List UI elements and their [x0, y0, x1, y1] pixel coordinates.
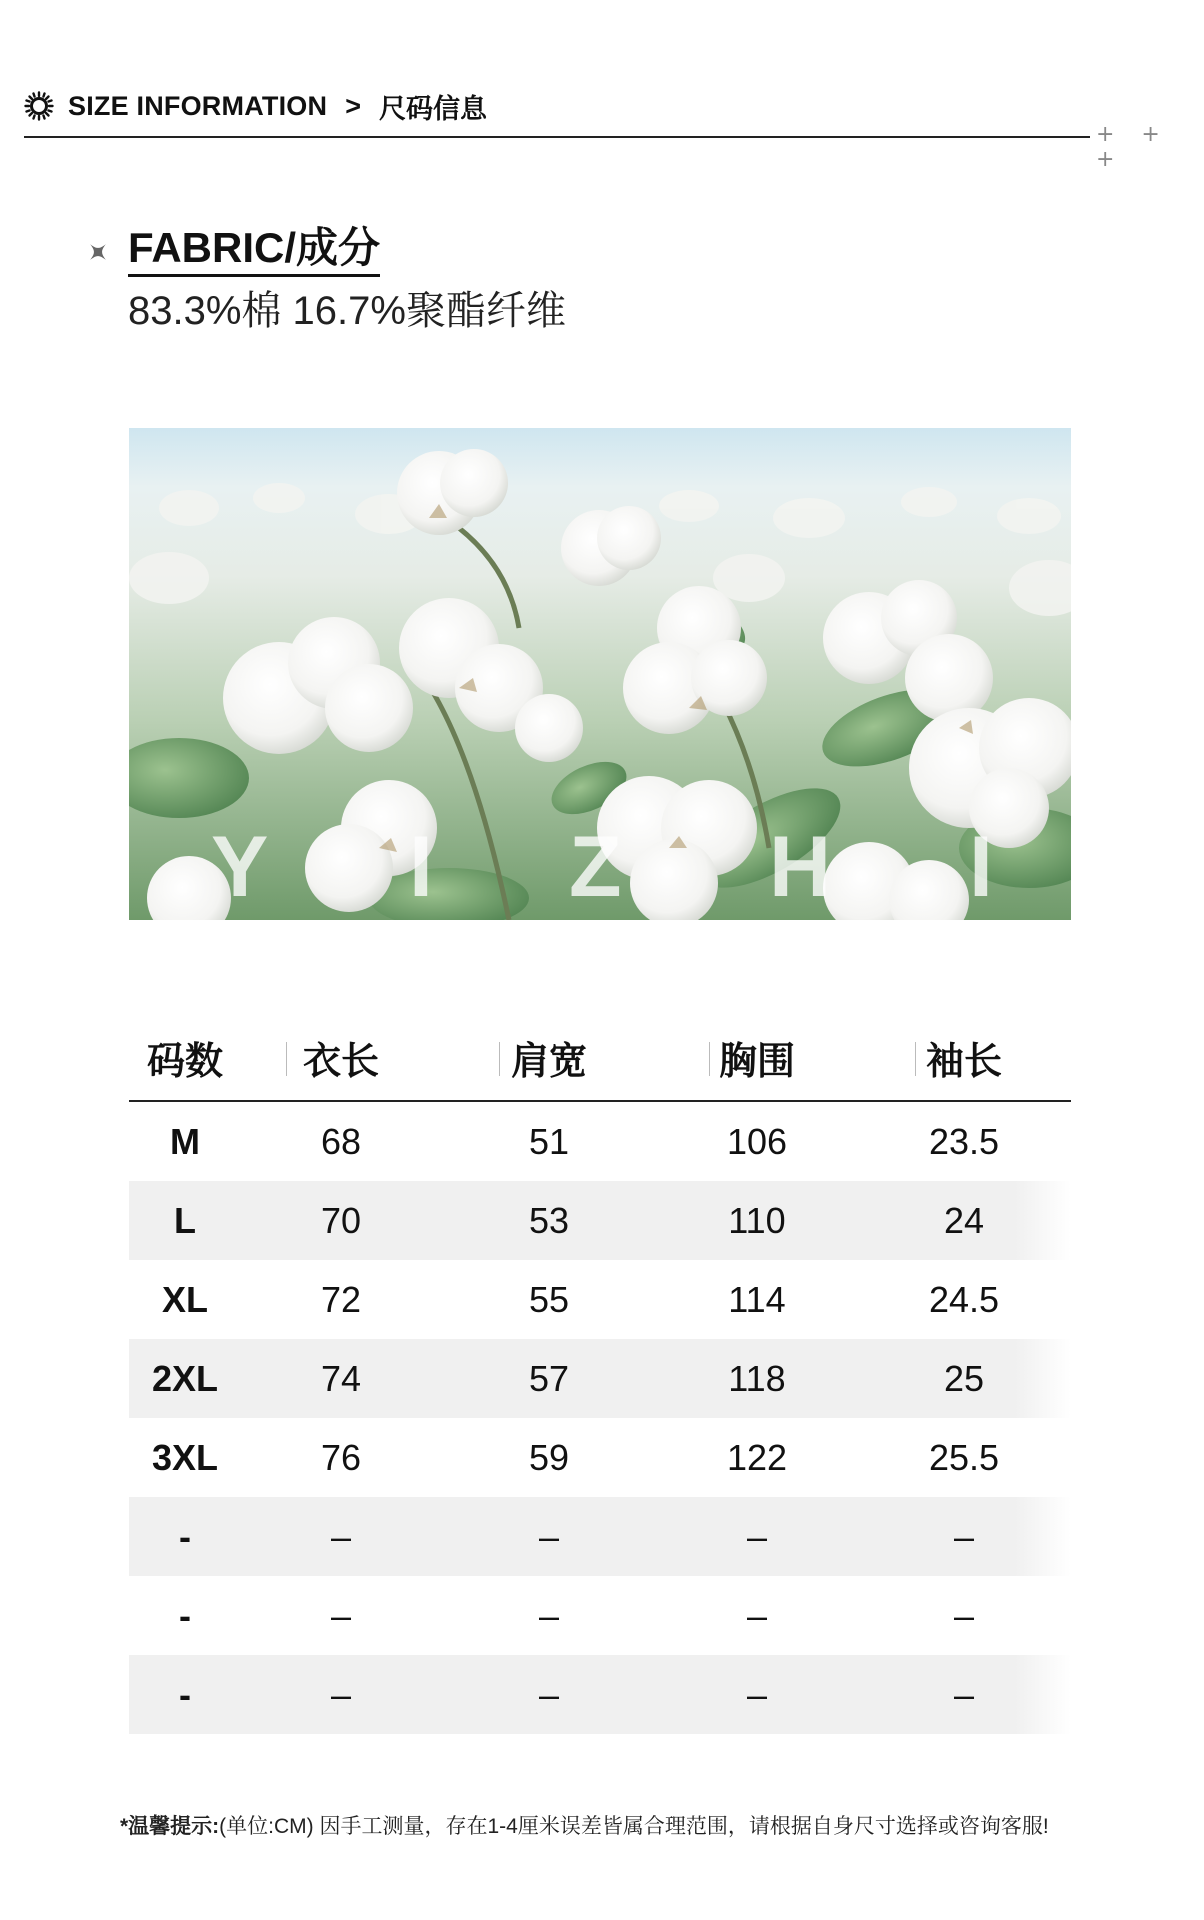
- table-cell: 57: [528, 1357, 570, 1399]
- plus-decoration: + + +: [1096, 122, 1170, 172]
- table-cell: 76: [320, 1436, 362, 1478]
- table-cell: 53: [528, 1199, 570, 1241]
- table-cell: 25: [943, 1357, 985, 1399]
- column-header: 胸围: [718, 1040, 795, 1083]
- column-divider: [709, 1042, 710, 1076]
- measurement-note: [120, 1810, 1049, 1840]
- table-cell: 24: [943, 1199, 985, 1241]
- table-row: [129, 1655, 1071, 1734]
- column-divider: [286, 1042, 287, 1076]
- table-cell: 59: [528, 1436, 570, 1478]
- fabric-composition: 83.3%棉 16.7%聚酯纤维: [128, 289, 566, 333]
- table-cell: –: [953, 1515, 975, 1557]
- table-cell: 68: [320, 1120, 362, 1162]
- column-divider: [915, 1042, 916, 1076]
- table-cell: 106: [726, 1120, 788, 1162]
- size-cell: -: [179, 1594, 191, 1636]
- table-header: [129, 1014, 1071, 1102]
- table-cell: 122: [726, 1436, 788, 1478]
- size-cell: -: [179, 1673, 191, 1715]
- table-cell: 118: [728, 1357, 786, 1399]
- section-header: [24, 86, 487, 126]
- table-cell: –: [330, 1673, 352, 1715]
- table-cell: –: [746, 1594, 768, 1636]
- table-cell: –: [538, 1594, 560, 1636]
- table-row: [129, 1418, 1071, 1497]
- table-cell: –: [746, 1673, 768, 1715]
- size-cell: 2XL: [151, 1357, 219, 1399]
- size-cell: -: [179, 1515, 191, 1557]
- table-cell: 72: [320, 1278, 362, 1320]
- sun-icon: [24, 91, 54, 121]
- header-divider: [24, 136, 1090, 138]
- table-cell: –: [953, 1594, 975, 1636]
- note-prefix: *温馨提示:: [120, 1815, 220, 1838]
- table-cell: 51: [528, 1120, 570, 1162]
- column-header: 肩宽: [510, 1040, 587, 1083]
- column-header: 袖长: [925, 1040, 1002, 1083]
- table-cell: 74: [320, 1357, 362, 1399]
- table-cell: 110: [728, 1199, 786, 1241]
- table-row: [129, 1576, 1071, 1655]
- size-cell: L: [174, 1199, 196, 1241]
- table-row: [129, 1181, 1071, 1260]
- size-cell: 3XL: [151, 1436, 219, 1478]
- title-separator: >: [345, 90, 361, 121]
- watermark-letter: Z: [569, 819, 622, 915]
- fabric-label: FABRIC/成分: [128, 224, 380, 277]
- table-cell: 114: [728, 1278, 786, 1320]
- table-cell: 55: [528, 1278, 570, 1320]
- size-table: [129, 1014, 1071, 1734]
- watermark-letter: H: [769, 819, 832, 915]
- column-header: 码数: [146, 1040, 223, 1083]
- column-divider: [499, 1042, 500, 1076]
- table-row: [129, 1339, 1071, 1418]
- table-cell: –: [538, 1515, 560, 1557]
- watermark-letter: I: [969, 819, 993, 915]
- watermark-letter: I: [409, 819, 433, 915]
- table-row: [129, 1260, 1071, 1339]
- section-title: SIZE INFORMATION: [68, 90, 328, 121]
- table-row: [129, 1102, 1071, 1181]
- sparkle-icon: [84, 238, 112, 266]
- table-cell: 24.5: [928, 1278, 1000, 1320]
- table-cell: –: [953, 1673, 975, 1715]
- table-cell: –: [330, 1515, 352, 1557]
- cotton-field-image: [129, 428, 1071, 920]
- section-title-cn: 尺码信息: [378, 93, 487, 124]
- table-cell: –: [746, 1515, 768, 1557]
- watermark-letter: Y: [211, 819, 269, 915]
- table-row: [129, 1497, 1071, 1576]
- size-cell: M: [170, 1120, 200, 1162]
- size-cell: XL: [161, 1278, 208, 1320]
- table-cell: 23.5: [928, 1120, 1000, 1162]
- column-header: 衣长: [302, 1040, 379, 1083]
- note-text: (单位:CM) 因手工测量，存在1-4厘米误差皆属合理范围，请根据自身尺寸选择或咨询客服!: [219, 1815, 1049, 1838]
- table-cell: –: [330, 1594, 352, 1636]
- table-cell: –: [538, 1673, 560, 1715]
- table-cell: 70: [320, 1199, 362, 1241]
- table-cell: 25.5: [928, 1436, 1000, 1478]
